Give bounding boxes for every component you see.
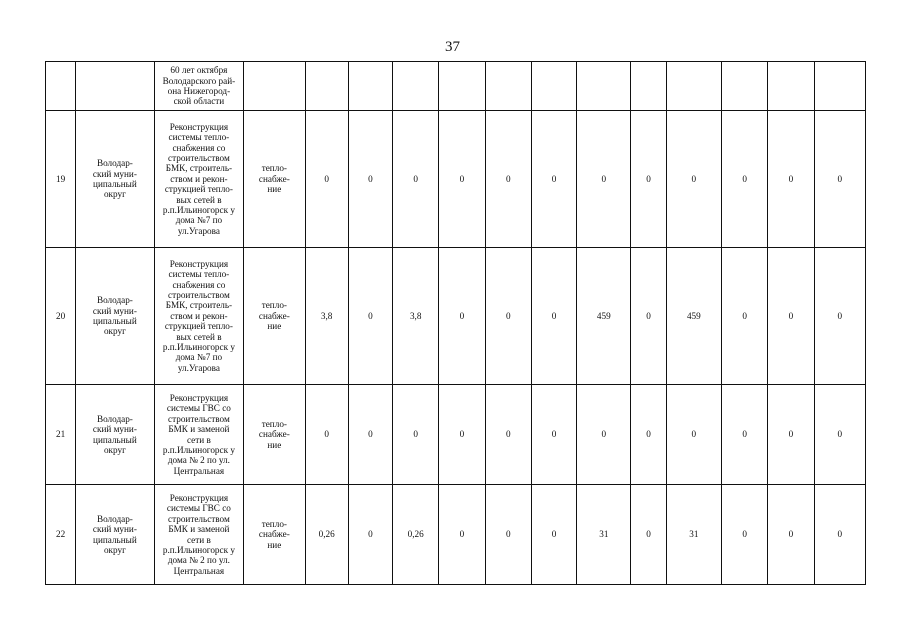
value-cell [531,62,576,111]
value-cell: 0 [348,385,392,485]
district-line: Володар- [96,513,133,524]
project-line: 60 лет октября [170,65,228,76]
value-cell [814,62,865,111]
project-line: Реконструкция [169,492,229,503]
district-line: ский муни- [92,305,137,316]
district-line: округ [103,189,126,200]
value-cell: 0 [531,248,576,385]
value-cell [722,62,768,111]
page-number: 37 [445,39,460,55]
row-number-cell: 19 [46,111,76,248]
value-cell: 0 [722,111,768,248]
value-cell: 0 [722,385,768,485]
resource-line: снабже- [258,429,290,440]
district-line: Володар- [96,413,133,424]
project-line: системы ГВС со [166,403,231,414]
project-line: системы ГВС со [166,503,231,514]
value-cell: 0,26 [305,485,348,585]
district-line: ципальный [93,534,137,545]
project-line: строительством [168,513,230,524]
value-cell: 0 [485,485,531,585]
value-cell: 0 [814,111,865,248]
resource-line: ние [267,539,282,550]
district-cell [76,62,154,111]
value-cell: 0 [393,385,439,485]
table-row [46,485,866,585]
project-cell [154,485,244,585]
value-cell: 0 [631,111,666,248]
resource-line: снабже- [258,173,290,184]
value-cell: 0 [577,385,631,485]
resource-line: снабже- [258,529,290,540]
value-cell: 0 [485,248,531,385]
value-cell: 0 [531,385,576,485]
value-cell: 0 [768,485,814,585]
value-cell: 0 [814,248,865,385]
table-row [46,385,866,485]
project-line: БМК и заменой [168,424,230,435]
resource-cell [244,62,305,111]
project-line: системы тепло- [168,269,230,280]
value-cell [768,62,814,111]
district-line: ский муни- [92,424,137,435]
project-line: системы тепло- [168,132,230,143]
value-cell [577,62,631,111]
resource-line: тепло- [261,163,287,174]
project-line: дома № 2 по ул. [167,555,230,566]
project-cell [154,111,244,248]
value-cell: 459 [666,248,721,385]
project-line: Реконструкция [169,392,229,403]
table-row [46,111,866,248]
value-cell: 0 [305,385,348,485]
resource-line: тепло- [261,518,287,529]
value-cell [305,62,348,111]
project-line: вых сетей в [176,331,222,342]
project-line: снабжения со [172,142,226,153]
project-line: сети в [186,434,211,445]
project-line: Володарского рай- [162,75,236,86]
resource-line: ние [267,184,282,195]
project-line: Реконструкция [169,258,229,269]
value-cell: 0 [631,385,666,485]
row-number-cell: 22 [46,485,76,585]
value-cell: 0 [814,385,865,485]
value-cell: 459 [577,248,631,385]
value-cell: 0 [577,111,631,248]
value-cell [485,62,531,111]
district-line: округ [103,326,126,337]
resource-line: ние [267,439,282,450]
district-cell [76,485,154,585]
value-cell: 0 [348,248,392,385]
project-line: строительством [168,152,230,163]
project-line: струкцией тепло- [164,184,233,195]
district-line: ципальный [93,316,137,326]
project-line: р.п.Ильиногорск у [162,544,235,555]
value-cell: 0 [722,248,768,385]
value-cell: 0 [768,111,814,248]
project-line: ул.Угарова [177,225,220,236]
project-line: Реконструкция [169,121,229,132]
value-cell: 3,8 [305,248,348,385]
value-cell: 0 [393,111,439,248]
value-cell: 0 [439,485,485,585]
value-cell: 0 [722,485,768,585]
value-cell: 0 [439,385,485,485]
project-line: ством и рекон- [170,173,228,184]
value-cell [631,62,666,111]
district-line: Володар- [96,158,133,169]
project-line: дома № 2 по ул. [167,455,230,466]
row-number-cell: 21 [46,385,76,485]
district-line: ципальный [93,179,137,189]
project-line: строительством [168,289,230,300]
project-line: струкцией тепло- [164,321,233,332]
resource-line: тепло- [261,418,287,429]
value-cell [439,62,485,111]
value-cell [393,62,439,111]
resource-cell [244,111,305,248]
district-line: ский муни- [92,168,137,179]
investment-table [45,61,866,585]
value-cell: 0 [485,111,531,248]
value-cell: 3,8 [393,248,439,385]
value-cell: 0 [768,385,814,485]
row-number-cell [46,62,76,111]
district-cell [76,111,154,248]
project-line: Центральная [173,465,225,476]
project-cell [154,248,244,385]
value-cell: 31 [666,485,721,585]
value-cell: 0 [768,248,814,385]
district-line: Володар- [96,295,133,306]
project-line: ством и рекон- [170,310,228,321]
project-line: БМК, строитель- [165,163,233,174]
value-cell: 0 [631,248,666,385]
district-line: ский муни- [92,524,137,535]
project-line: ской области [173,96,225,107]
value-cell: 0 [348,485,392,585]
resource-cell [244,248,305,385]
project-line: сети в [186,534,211,545]
value-cell: 0 [305,111,348,248]
value-cell [348,62,392,111]
project-cell [154,62,244,111]
project-line: снабжения со [172,279,226,290]
value-cell: 0 [666,385,721,485]
value-cell: 31 [577,485,631,585]
project-cell [154,385,244,485]
project-line: дома №7 по [175,352,223,363]
project-line: р.п.Ильиногорск у [162,342,235,353]
resource-cell [244,385,305,485]
table-row [46,248,866,385]
project-line: Центральная [173,565,225,576]
project-line: она Нижегород- [167,86,231,96]
district-line: округ [103,444,126,455]
value-cell: 0 [439,248,485,385]
project-line: вых сетей в [176,194,222,205]
project-line: р.п.Ильиногорск у [162,444,235,455]
district-line: ципальный [93,434,137,445]
value-cell: 0 [531,111,576,248]
table-row [46,62,866,111]
value-cell: 0 [631,485,666,585]
resource-line: ние [267,321,282,332]
district-cell [76,248,154,385]
resource-line: тепло- [261,300,287,311]
value-cell: 0 [814,485,865,585]
row-number-cell: 20 [46,248,76,385]
resource-line: снабже- [258,310,290,321]
project-line: БМК и заменой [168,524,230,535]
district-cell [76,385,154,485]
value-cell: 0 [485,385,531,485]
value-cell: 0,26 [393,485,439,585]
project-line: дома №7 по [175,215,223,226]
value-cell: 0 [666,111,721,248]
project-line: БМК, строитель- [165,300,233,311]
value-cell [666,62,721,111]
project-line: строительством [168,413,230,424]
district-line: округ [103,544,126,555]
project-line: ул.Угарова [177,362,220,373]
project-line: р.п.Ильиногорск у [162,205,235,216]
value-cell: 0 [439,111,485,248]
resource-cell [244,485,305,585]
value-cell: 0 [348,111,392,248]
value-cell: 0 [531,485,576,585]
